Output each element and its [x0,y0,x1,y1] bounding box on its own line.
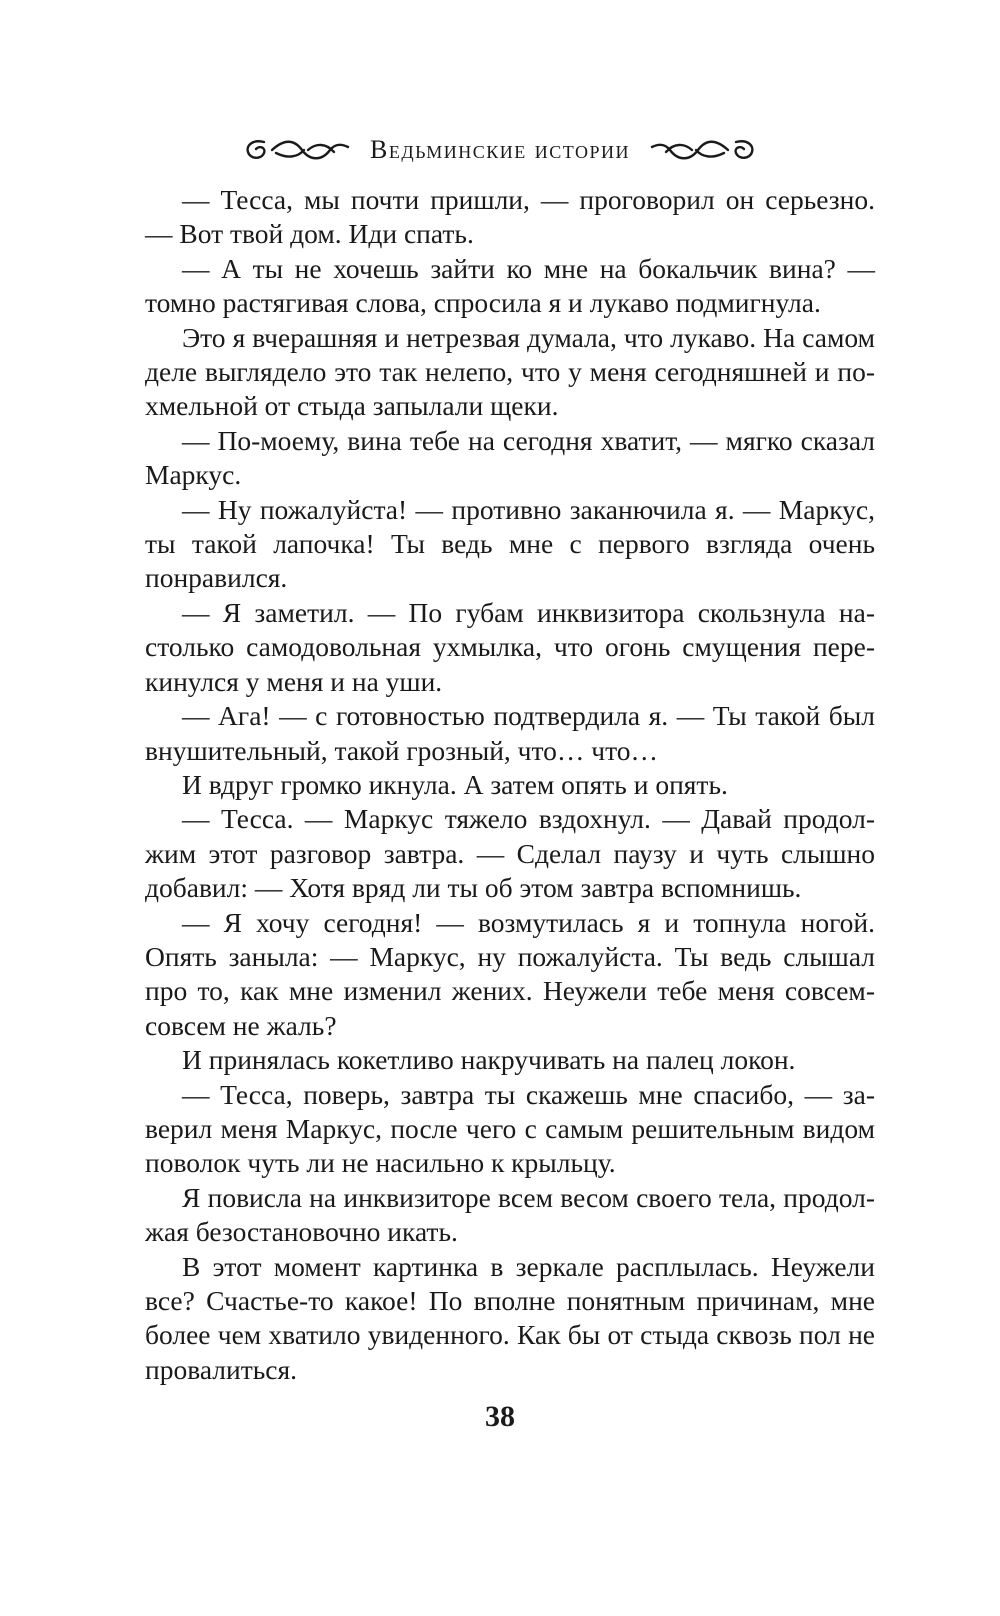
running-head [0,120,1000,180]
paragraph: — Тесса, мы почти пришли, — проговорил он серьезно. — Вот твой дом. Иди спать. [145,184,875,250]
paragraph: Это я вчерашняя и нетрезвая думала, что лукаво. На самом деле выглядело это так нелепо, что у меня сегодняшней и похмельной от стыда запылали щеки. [145,321,875,422]
paragraph: — Я заметил. — По губам инквизитора скользнула настолько самодовольная ухмылка, что огонь смущения перекинулся у меня и на уши. [145,596,875,697]
paragraph: — Я хочу сегодня! — возмутилась я и топнула ногой. Опять заныла: — Маркус, ну пожалуйста. Ты ведь слышал про то, как мне изменил жених. Неужели тебе меня совсем-совсем не жаль? [145,906,875,1041]
paragraph: — Тесса. — Маркус тяжело вздохнул. — Давай продолжим этот разговор завтра. — Сделал паузу и чуть слышно добавил: — Хотя вряд ли ты об этом завтра вспомнишь. [145,803,875,904]
flourish-right-icon [646,133,758,167]
paragraph: — А ты не хочешь зайти ко мне на бокальчик вина? — томно растягивая слова, спросила я и лукаво подмигнула. [145,252,875,319]
paragraph: И вдруг громко икнула. А затем опять и опять. [182,768,728,800]
paragraph: — Ага! — с готовностью подтвердила я. — Ты такой был внушительный, такой грозный, что… что… [145,700,875,766]
body-text [145,183,875,1387]
paragraph: — Ну пожалуйста! — противно заканючила я. — Маркус, ты такой лапочка! Ты ведь мне с первого взгляда очень понравился. [145,493,875,594]
flourish-left-icon [242,133,354,167]
paragraph: — Тесса, поверь, завтра ты скажешь мне спасибо, — заверил меня Маркус, после чего с самым решительным видом поволок чуть ли не насильно к крыльцу. [145,1078,875,1179]
paragraph: — По-моему, вина тебе на сегодня хватит, — мягко сказал Маркус. [145,424,875,491]
paragraph: В этот момент картинка в зеркале расплылась. Неужели все? Счастье-то какое! По вполне понятным причинам, мне более чем хватило увиденного. Как бы от стыда сквозь пол не провалиться. [145,1250,875,1385]
paragraph: Я повисла на инквизиторе всем весом своего тела, продолжая безостановочно икать. [145,1181,875,1248]
page-number: 38 [485,1400,515,1433]
paragraph: И принялась кокетливо накручивать на палец локон. [182,1044,796,1076]
running-head-title: Ведьминские истории [369,135,630,164]
